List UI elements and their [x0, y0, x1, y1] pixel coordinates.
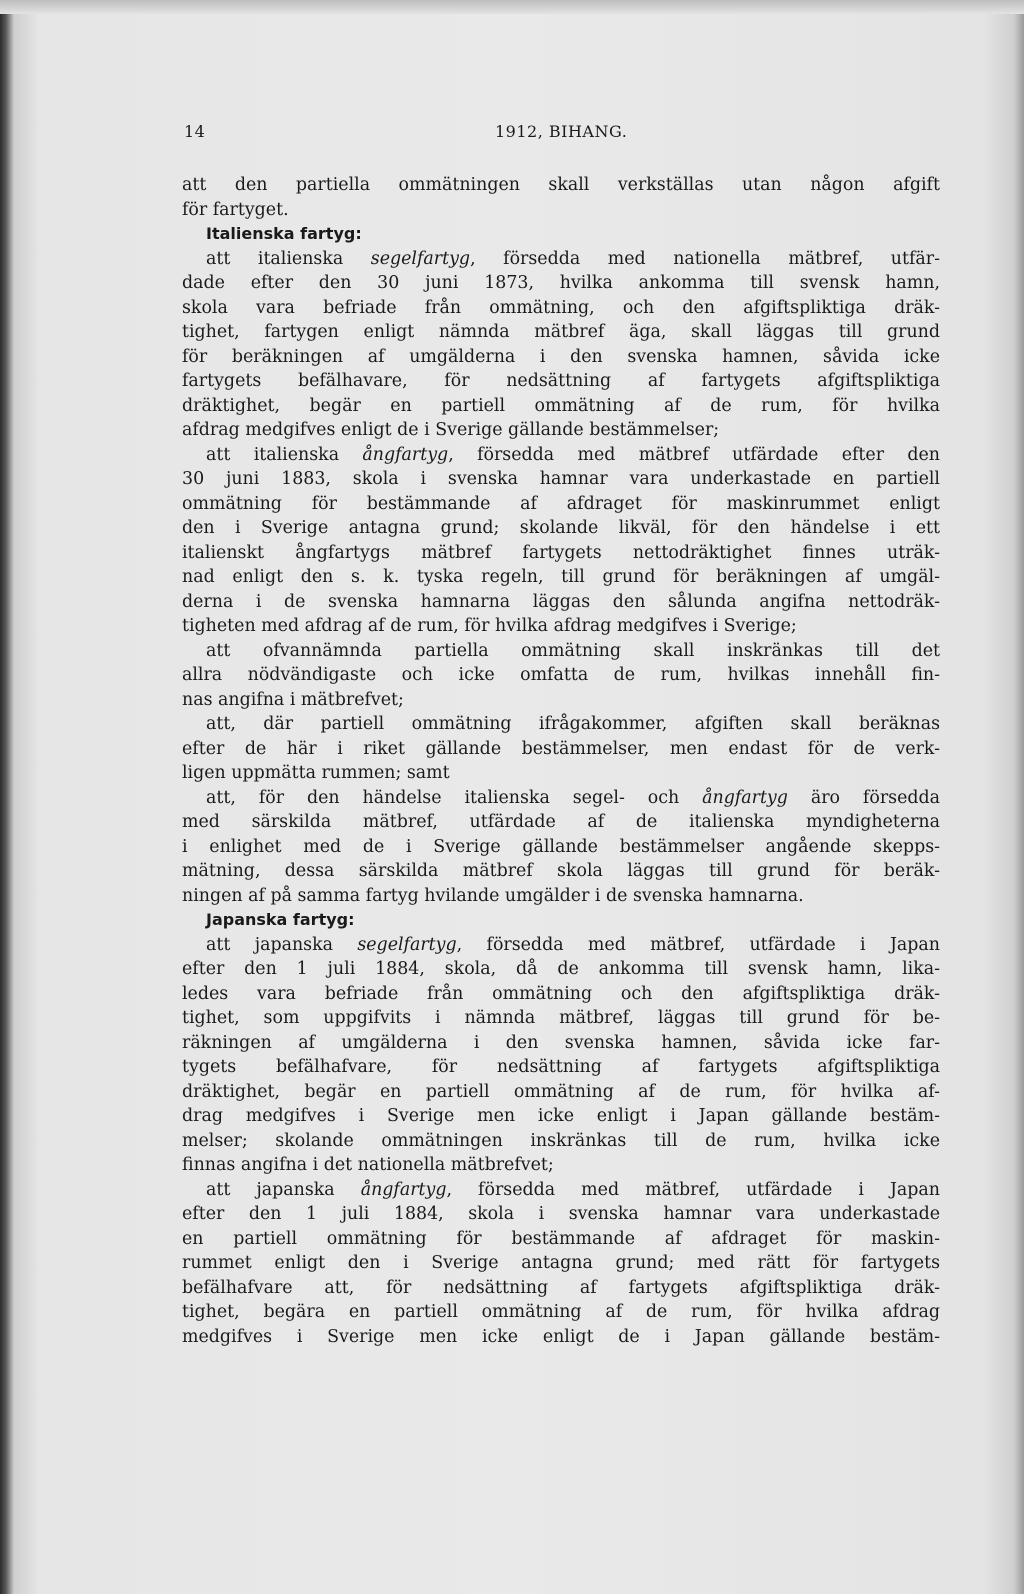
text-line: dräktighet, begär en partiell ommätning af de rum, för hvilka af- — [182, 1081, 940, 1102]
text-line: nad enligt den s. k. tyska regeln, till grund för beräkningen af umgäl- — [182, 567, 940, 587]
text-line: tighet, fartygen enligt nämnda mätbref äga, skall läggas till grund — [182, 322, 940, 342]
italic-term: ångfartyg — [362, 444, 449, 465]
text-line: med särskilda mätbref, utfärdade af de italienska myndigheterna — [182, 812, 940, 832]
text-line: derna i de svenska hamnarna läggas den sålunda angifna nettodräk- — [182, 591, 940, 612]
text-line: ommätning för bestämmande af afdraget för maskinrummet enligt — [182, 493, 940, 514]
running-head: 1912, BIHANG. — [495, 122, 628, 141]
text-line: tighet, som uppgifvits i nämnda mätbref, läggas till grund för be- — [182, 1008, 940, 1028]
text-line: italienskt ångfartygs mätbref fartygets nettodräktighet finnes uträk- — [182, 542, 940, 563]
text-line: allra nödvändigaste och icke omfatta de rum, hvilkas innehåll fin- — [182, 665, 940, 685]
text-line: efter den 1 juli 1884, skola, då de ankomma till svensk hamn, lika- — [182, 959, 940, 979]
text-line: mätning, dessa särskilda mätbref skola läggas till grund för beräk- — [182, 861, 940, 881]
text-line: en partiell ommätning för bestämmande af afdraget för maskin- — [182, 1228, 940, 1249]
text-line: dade efter den 30 juni 1873, hvilka ankomma till svensk hamn, — [182, 273, 940, 293]
text-line: ligen uppmätta rummen; samt — [182, 763, 450, 783]
text-line: att, där partiell ommätning ifrågakommer, afgiften skall beräknas — [206, 714, 940, 734]
scan-edge — [0, 0, 1024, 14]
text-line: för beräkningen af umgälderna i den svenska hamnen, såvida icke — [182, 346, 940, 367]
text-line: efter de här i riket gällande bestämmelser, men endast för de verk- — [182, 738, 940, 759]
text-line: skola vara befriade från ommätning, och den afgiftspliktiga dräk- — [182, 297, 940, 318]
page-number: 14 — [184, 122, 206, 141]
italic-term: segelfartyg — [357, 934, 457, 955]
page-header — [184, 122, 944, 146]
text-line: räkningen af umgälderna i den svenska hamnen, såvida icke far- — [182, 1032, 940, 1053]
text-line: 30 juni 1883, skola i svenska hamnar vara underkastade en partiell — [182, 469, 940, 489]
text-line: att italienska ångfartyg, försedda med mätbref utfärdade efter den — [206, 444, 940, 465]
text-line: befälhafvare att, för nedsättning af fartygets afgiftspliktiga dräk- — [182, 1277, 940, 1298]
text-line: att japanska segelfartyg, försedda med mätbref, utfärdade i Japan — [206, 934, 940, 955]
text-line: den i Sverige antagna grund; skolande likväl, för den händelse i ett — [182, 518, 940, 538]
text-line: att, för den händelse italienska segel- och ångfartyg äro försedda — [206, 787, 940, 808]
text-line: melser; skolande ommätningen inskränkas till de rum, hvilka icke — [182, 1130, 940, 1151]
text-line: ledes vara befriade från ommätning och den afgiftspliktiga dräk- — [182, 983, 940, 1004]
italic-term: ångfartyg — [360, 1179, 447, 1200]
text-line: dräktighet, begär en partiell ommätning af de rum, för hvilka — [182, 395, 940, 416]
section-heading: Japanska fartyg: — [206, 910, 355, 929]
text-line: tygets befälhafvare, för nedsättning af fartygets afgiftspliktiga — [182, 1057, 940, 1077]
italic-term: segelfartyg — [370, 248, 471, 269]
text-line: medgifves i Sverige men icke enligt de i Japan gällande bestäm- — [182, 1326, 940, 1347]
text-line: i enlighet med de i Sverige gällande bestämmelser angående skepps- — [182, 836, 940, 857]
text-line: finnas angifna i det nationella mätbrefvet; — [182, 1155, 554, 1175]
text-line: att den partiella ommätningen skall verkställas utan någon afgift — [182, 175, 940, 195]
text-line: att ofvannämnda partiella ommätning skall inskränkas till det — [206, 640, 940, 661]
text-line: för fartyget. — [182, 199, 289, 220]
section-heading: Italienska fartyg: — [206, 224, 362, 243]
text-line: efter den 1 juli 1884, skola i svenska hamnar vara underkastade — [182, 1204, 940, 1224]
text-line: fartygets befälhavare, för nedsättning af fartygets afgiftspliktiga — [182, 371, 940, 391]
text-line: tigheten med afdrag af de rum, för hvilka afdrag medgifves i Sverige; — [182, 616, 797, 636]
text-line: afdrag medgifves enligt de i Sverige gällande bestämmelser; — [182, 420, 720, 440]
text-line: att japanska ångfartyg, försedda med mätbref, utfärdade i Japan — [206, 1179, 940, 1200]
body-text — [182, 173, 940, 1349]
text-line: nas angifna i mätbrefvet; — [182, 689, 404, 710]
text-line: rummet enligt den i Sverige antagna grund; med rätt för fartygets — [182, 1253, 940, 1273]
text-line: ningen af på samma fartyg hvilande umgälder i de svenska hamnarna. — [182, 885, 804, 906]
text-line: tighet, begära en partiell ommätning af de rum, för hvilka afdrag — [182, 1302, 940, 1322]
text-line: att italienska segelfartyg, försedda med nationella mätbref, utfär- — [206, 248, 940, 269]
italic-term: ångfartyg — [702, 787, 788, 808]
text-line: drag medgifves i Sverige men icke enligt i Japan gällande bestäm- — [182, 1106, 940, 1126]
